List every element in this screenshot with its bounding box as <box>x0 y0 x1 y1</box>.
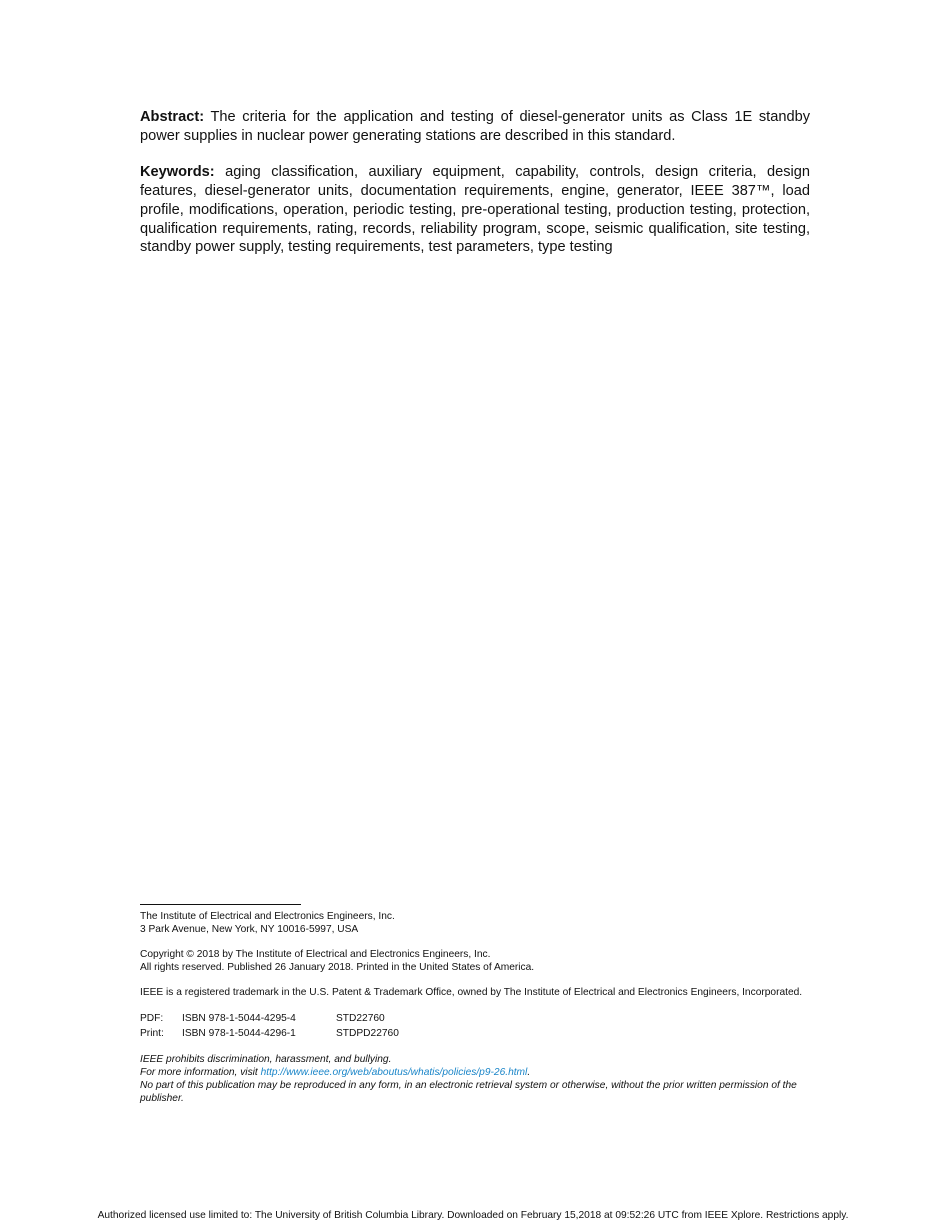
harassment-policy: IEEE prohibits discrimination, harassment, and bullying. <box>140 1054 392 1065</box>
isbn-number: ISBN 978-1-5044-4295-4 <box>182 1013 296 1024</box>
publisher-address: 3 Park Avenue, New York, NY 10016-5997, USA <box>140 924 359 935</box>
license-footer: Authorized licensed use limited to: The University of British Columbia Library. Downloaded on February 15,2018 at 09:52:26 UTC from IEEE Xplore. Restrictions apply. <box>97 1210 849 1221</box>
info-suffix: . <box>527 1067 531 1078</box>
isbn-table <box>140 1011 399 1041</box>
trademark-notice: IEEE is a registered trademark in the U.S. Patent & Trademark Office, owned by The Institute of Electrical and Electronics Engineers, Incorporated. <box>140 987 803 998</box>
std-number: STD22760 <box>336 1013 385 1024</box>
info-prefix: For more information, visit <box>140 1067 261 1078</box>
policy-notice <box>140 1053 812 1105</box>
publisher-name: The Institute of Electrical and Electronics Engineers, Inc. <box>140 911 395 922</box>
abstract-paragraph <box>140 108 810 145</box>
isbn-number: ISBN 978-1-5044-4296-1 <box>182 1028 296 1039</box>
abstract-section <box>140 108 810 257</box>
abstract-text: The criteria for the application and testing of diesel-generator units as Class 1E standby power supplies in nuclear power generating stations are described in this standard. <box>140 109 810 144</box>
reproduction-notice: No part of this publication may be reproduced in any form, in an electronic retrieval system or otherwise, without the prior written permission of the publisher. <box>140 1080 797 1104</box>
front-matter <box>140 910 812 1117</box>
std-number: STDPD22760 <box>336 1028 399 1039</box>
isbn-row-print <box>140 1026 399 1041</box>
keywords-label: Keywords: <box>140 164 215 181</box>
isbn-format: Print: <box>140 1028 164 1039</box>
rights-line: All rights reserved. Published 26 January 2018. Printed in the United States of America. <box>140 962 535 973</box>
footnote-divider <box>140 904 301 905</box>
isbn-row-pdf <box>140 1011 399 1026</box>
keywords-paragraph <box>140 163 810 257</box>
copyright-line: Copyright © 2018 by The Institute of Electrical and Electronics Engineers, Inc. <box>140 949 491 960</box>
policy-link[interactable]: http://www.ieee.org/web/aboutus/whatis/policies/p9-26.html <box>260 1067 528 1078</box>
publisher-info <box>140 910 812 936</box>
keywords-text: aging classification, auxiliary equipment, capability, controls, design criteria, design features, diesel-generator units, documentation requirements, engine, generator, IEEE 387™, load profile, modifications, operation, periodic testing, pre-operational testing, production testing, protection, qualification requirements, rating, records, reliability program, scope, seismic qualification, site testing, standby power supply, testing requirements, test parameters, type testing <box>140 164 810 256</box>
abstract-label: Abstract: <box>140 109 205 125</box>
isbn-format: PDF: <box>140 1013 164 1024</box>
copyright-info <box>140 948 812 974</box>
